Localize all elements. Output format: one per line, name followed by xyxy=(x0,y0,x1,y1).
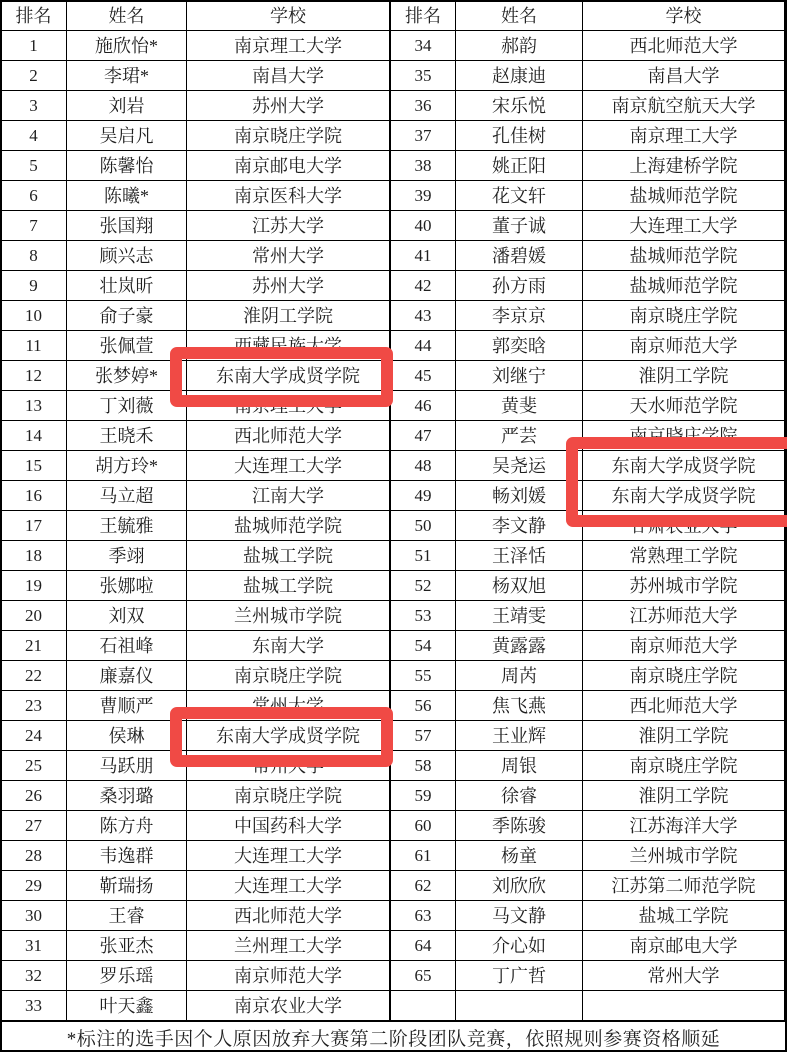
rank-cell: 16 xyxy=(1,481,67,511)
rank-cell: 18 xyxy=(1,541,67,571)
rank-cell: 17 xyxy=(1,511,67,541)
school-cell: 南京晓庄学院 xyxy=(187,661,390,691)
school-cell: 东南大学成贤学院 xyxy=(583,481,785,511)
rank-cell: 22 xyxy=(1,661,67,691)
column-header-name: 姓名 xyxy=(67,1,187,31)
name-cell: 张娜啦 xyxy=(67,571,187,601)
name-cell: 廉嘉仪 xyxy=(67,661,187,691)
school-cell: 东南大学 xyxy=(187,631,390,661)
rank-cell: 55 xyxy=(391,661,456,691)
rank-cell: 20 xyxy=(1,601,67,631)
name-cell: 潘碧媛 xyxy=(456,241,583,271)
school-cell: 南京理工大学 xyxy=(583,121,785,151)
school-cell: 盐城师范学院 xyxy=(187,511,390,541)
name-cell: 赵康迪 xyxy=(456,61,583,91)
rank-cell: 19 xyxy=(1,571,67,601)
name-cell: 董子诚 xyxy=(456,211,583,241)
rank-cell: 57 xyxy=(391,721,456,751)
name-cell: 壮岚昕 xyxy=(67,271,187,301)
school-cell: 盐城工学院 xyxy=(583,901,785,931)
name-cell: 靳瑞扬 xyxy=(67,871,187,901)
school-cell: 兰州城市学院 xyxy=(187,601,390,631)
name-cell: 周芮 xyxy=(456,661,583,691)
name-cell: 杨童 xyxy=(456,841,583,871)
rank-cell: 7 xyxy=(1,211,67,241)
name-cell: 孙方雨 xyxy=(456,271,583,301)
school-cell: 江南大学 xyxy=(187,481,390,511)
rank-cell: 9 xyxy=(1,271,67,301)
name-cell: 张梦婷* xyxy=(67,361,187,391)
school-cell: 西北师范大学 xyxy=(187,421,390,451)
rank-cell: 13 xyxy=(1,391,67,421)
rank-cell: 8 xyxy=(1,241,67,271)
rank-cell: 36 xyxy=(391,91,456,121)
rank-cell: 23 xyxy=(1,691,67,721)
school-cell: 南京航空航天大学 xyxy=(583,91,785,121)
name-cell: 李文静 xyxy=(456,511,583,541)
rank-cell: 14 xyxy=(1,421,67,451)
rank-cell: 41 xyxy=(391,241,456,271)
name-cell: 焦飞燕 xyxy=(456,691,583,721)
school-cell: 南京师范大学 xyxy=(187,961,390,991)
name-cell: 张亚杰 xyxy=(67,931,187,961)
name-cell: 刘双 xyxy=(67,601,187,631)
name-cell: 李珺* xyxy=(67,61,187,91)
school-cell: 江苏师范大学 xyxy=(583,601,785,631)
name-cell: 张国翔 xyxy=(67,211,187,241)
name-cell: 季翊 xyxy=(67,541,187,571)
name-cell: 王睿 xyxy=(67,901,187,931)
school-cell: 南京晓庄学院 xyxy=(583,421,785,451)
rank-cell: 59 xyxy=(391,781,456,811)
name-cell: 黄斐 xyxy=(456,391,583,421)
name-cell: 花文轩 xyxy=(456,181,583,211)
school-cell: 东南大学成贤学院 xyxy=(187,361,390,391)
rank-cell: 28 xyxy=(1,841,67,871)
rank-cell: 4 xyxy=(1,121,67,151)
rank-cell: 30 xyxy=(1,901,67,931)
name-cell: 桑羽璐 xyxy=(67,781,187,811)
name-cell: 畅刘媛 xyxy=(456,481,583,511)
name-cell: 季陈骏 xyxy=(456,811,583,841)
name-cell: 介心如 xyxy=(456,931,583,961)
school-cell: 西北师范大学 xyxy=(187,901,390,931)
school-cell: 大连理工大学 xyxy=(187,451,390,481)
school-cell: 南昌大学 xyxy=(187,61,390,91)
school-cell: 南昌大学 xyxy=(583,61,785,91)
school-cell: 南京医科大学 xyxy=(187,181,390,211)
name-cell: 王毓雅 xyxy=(67,511,187,541)
school-cell: 苏州城市学院 xyxy=(583,571,785,601)
rank-cell: 27 xyxy=(1,811,67,841)
school-cell: 兰州理工大学 xyxy=(187,931,390,961)
name-cell: 韦逸群 xyxy=(67,841,187,871)
rank-cell: 53 xyxy=(391,601,456,631)
rank-cell: 26 xyxy=(1,781,67,811)
school-cell: 东南大学成贤学院 xyxy=(583,451,785,481)
school-cell: 江苏海洋大学 xyxy=(583,811,785,841)
name-cell: 王晓禾 xyxy=(67,421,187,451)
rank-cell: 47 xyxy=(391,421,456,451)
name-cell: 郭奕晗 xyxy=(456,331,583,361)
column-header-rank: 排名 xyxy=(391,1,456,31)
name-cell: 孔佳树 xyxy=(456,121,583,151)
column-header-school: 学校 xyxy=(187,1,390,31)
name-cell: 黄露露 xyxy=(456,631,583,661)
name-cell: 郝韵 xyxy=(456,31,583,61)
name-cell: 马立超 xyxy=(67,481,187,511)
name-cell: 王泽恬 xyxy=(456,541,583,571)
name-cell: 吴启凡 xyxy=(67,121,187,151)
school-cell: 南京农业大学 xyxy=(187,991,390,1021)
school-cell: 西藏民族大学 xyxy=(187,331,390,361)
name-cell: 顾兴志 xyxy=(67,241,187,271)
name-cell: 陈馨怡 xyxy=(67,151,187,181)
school-cell: 苏州大学 xyxy=(187,91,390,121)
school-cell: 淮阴工学院 xyxy=(583,781,785,811)
rank-cell: 56 xyxy=(391,691,456,721)
school-cell: 大连理工大学 xyxy=(583,211,785,241)
rank-cell: 48 xyxy=(391,451,456,481)
school-cell: 南京晓庄学院 xyxy=(583,751,785,781)
rank-cell: 38 xyxy=(391,151,456,181)
school-cell: 大连理工大学 xyxy=(187,871,390,901)
school-cell: 南京晓庄学院 xyxy=(187,121,390,151)
rank-cell: 62 xyxy=(391,871,456,901)
name-cell: 宋乐悦 xyxy=(456,91,583,121)
school-cell: 南京晓庄学院 xyxy=(583,301,785,331)
rank-cell: 32 xyxy=(1,961,67,991)
school-cell: 南京邮电大学 xyxy=(583,931,785,961)
rank-cell: 65 xyxy=(391,961,456,991)
rank-cell: 60 xyxy=(391,811,456,841)
school-cell: 盐城师范学院 xyxy=(583,241,785,271)
rank-cell: 63 xyxy=(391,901,456,931)
school-cell: 天水师范学院 xyxy=(583,391,785,421)
name-cell: 丁广哲 xyxy=(456,961,583,991)
rank-cell: 5 xyxy=(1,151,67,181)
rank-cell: 2 xyxy=(1,61,67,91)
rank-cell: 11 xyxy=(1,331,67,361)
rank-cell: 34 xyxy=(391,31,456,61)
school-cell: 南京理工大学 xyxy=(187,391,390,421)
school-cell: 常熟理工学院 xyxy=(583,541,785,571)
school-cell: 江苏大学 xyxy=(187,211,390,241)
rank-cell: 49 xyxy=(391,481,456,511)
school-cell: 东南大学成贤学院 xyxy=(187,721,390,751)
name-cell: 石祖峰 xyxy=(67,631,187,661)
name-cell: 马文静 xyxy=(456,901,583,931)
name-cell: 王业辉 xyxy=(456,721,583,751)
name-cell: 侯琳 xyxy=(67,721,187,751)
school-cell: 兰州城市学院 xyxy=(583,841,785,871)
name-cell: 李京京 xyxy=(456,301,583,331)
name-cell: 刘岩 xyxy=(67,91,187,121)
school-cell: 淮阴工学院 xyxy=(583,361,785,391)
rank-cell: 45 xyxy=(391,361,456,391)
rank-cell: 29 xyxy=(1,871,67,901)
school-cell: 常州大学 xyxy=(187,751,390,781)
column-header-name: 姓名 xyxy=(456,1,583,31)
school-cell: 盐城工学院 xyxy=(187,571,390,601)
school-cell: 盐城工学院 xyxy=(187,541,390,571)
school-cell: 南京理工大学 xyxy=(187,31,390,61)
rank-cell: 51 xyxy=(391,541,456,571)
school-cell: 上海建桥学院 xyxy=(583,151,785,181)
rank-cell: 39 xyxy=(391,181,456,211)
rank-cell: 3 xyxy=(1,91,67,121)
name-cell: 姚正阳 xyxy=(456,151,583,181)
school-cell: 苏州大学 xyxy=(187,271,390,301)
rank-cell: 6 xyxy=(1,181,67,211)
name-cell: 马跃朋 xyxy=(67,751,187,781)
name-cell: 徐睿 xyxy=(456,781,583,811)
school-cell: 常州大学 xyxy=(187,241,390,271)
name-cell: 杨双旭 xyxy=(456,571,583,601)
rank-cell: 52 xyxy=(391,571,456,601)
school-cell: 甘肃农业大学 xyxy=(583,511,785,541)
rank-cell: 25 xyxy=(1,751,67,781)
rank-cell: 40 xyxy=(391,211,456,241)
school-cell: 盐城师范学院 xyxy=(583,181,785,211)
rank-cell: 64 xyxy=(391,931,456,961)
school-cell: 淮阴工学院 xyxy=(583,721,785,751)
school-cell: 南京师范大学 xyxy=(583,631,785,661)
rank-cell: 44 xyxy=(391,331,456,361)
rank-cell: 54 xyxy=(391,631,456,661)
rank-cell: 37 xyxy=(391,121,456,151)
rank-cell: 21 xyxy=(1,631,67,661)
footnote-text: *标注的选手因个人原因放弃大赛第二阶段团队竞赛，依照规则参赛资格顺延 xyxy=(0,1021,787,1052)
school-cell: 大连理工大学 xyxy=(187,841,390,871)
name-cell: 罗乐瑶 xyxy=(67,961,187,991)
school-cell: 南京邮电大学 xyxy=(187,151,390,181)
name-cell: 严芸 xyxy=(456,421,583,451)
school-cell: 常州大学 xyxy=(583,961,785,991)
name-cell: 陈方舟 xyxy=(67,811,187,841)
rank-cell: 10 xyxy=(1,301,67,331)
name-cell: 刘欣欣 xyxy=(456,871,583,901)
rank-cell: 15 xyxy=(1,451,67,481)
rank-cell: 42 xyxy=(391,271,456,301)
name-cell: 张佩萱 xyxy=(67,331,187,361)
name-cell: 施欣怡* xyxy=(67,31,187,61)
name-cell: 俞子豪 xyxy=(67,301,187,331)
rank-cell: 1 xyxy=(1,31,67,61)
school-cell: 南京师范大学 xyxy=(583,331,785,361)
name-cell: 陈曦* xyxy=(67,181,187,211)
rank-cell: 50 xyxy=(391,511,456,541)
school-cell: 西北师范大学 xyxy=(583,31,785,61)
column-header-school: 学校 xyxy=(583,1,785,31)
column-header-rank: 排名 xyxy=(1,1,67,31)
rank-cell: 58 xyxy=(391,751,456,781)
rank-cell: 24 xyxy=(1,721,67,751)
school-cell: 中国药科大学 xyxy=(187,811,390,841)
name-cell: 叶天鑫 xyxy=(67,991,187,1021)
rank-cell: 12 xyxy=(1,361,67,391)
name-cell: 吴尧运 xyxy=(456,451,583,481)
name-cell: 刘继宁 xyxy=(456,361,583,391)
school-cell: 盐城师范学院 xyxy=(583,271,785,301)
rank-cell: 33 xyxy=(1,991,67,1021)
school-cell: 南京晓庄学院 xyxy=(187,781,390,811)
name-cell: 胡方玲* xyxy=(67,451,187,481)
rank-cell: 61 xyxy=(391,841,456,871)
school-cell: 西北师范大学 xyxy=(583,691,785,721)
school-cell: 淮阴工学院 xyxy=(187,301,390,331)
name-cell: 曹顺严 xyxy=(67,691,187,721)
name-cell: 王靖雯 xyxy=(456,601,583,631)
rank-cell: 46 xyxy=(391,391,456,421)
school-cell: 南京晓庄学院 xyxy=(583,661,785,691)
rank-cell: 31 xyxy=(1,931,67,961)
rank-cell: 43 xyxy=(391,301,456,331)
school-cell: 常州大学 xyxy=(187,691,390,721)
name-cell: 周银 xyxy=(456,751,583,781)
school-cell: 江苏第二师范学院 xyxy=(583,871,785,901)
name-cell: 丁刘薇 xyxy=(67,391,187,421)
rank-cell: 35 xyxy=(391,61,456,91)
